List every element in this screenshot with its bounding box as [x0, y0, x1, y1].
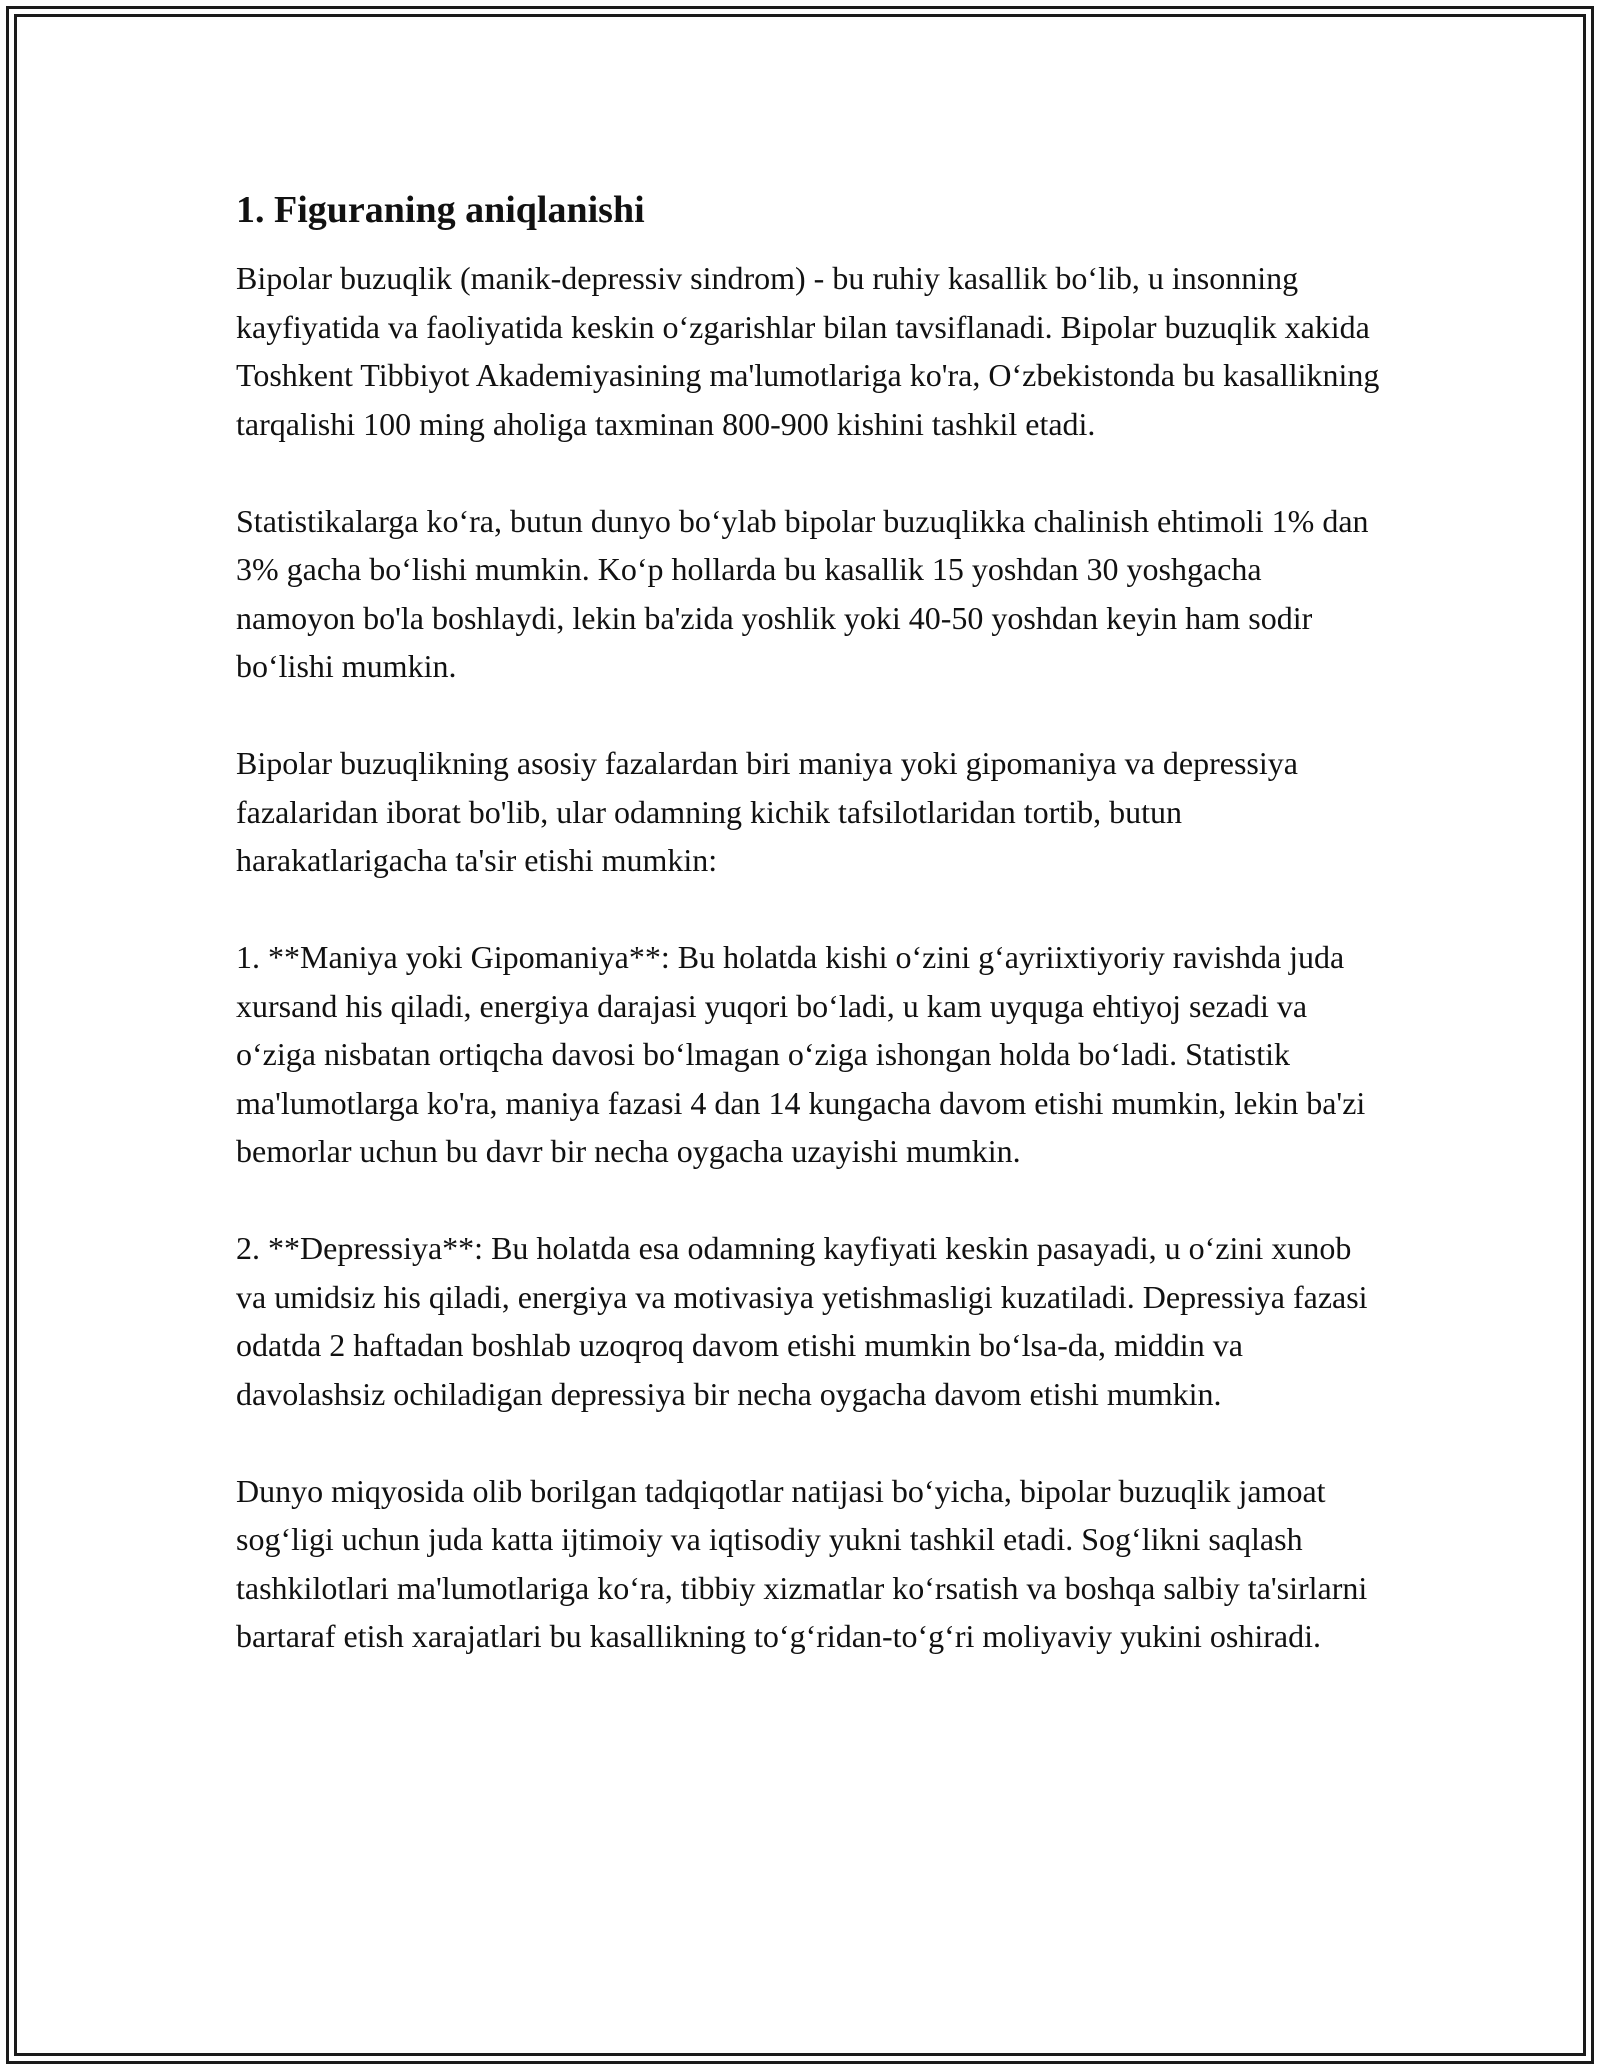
paragraph-intro: Bipolar buzuqlik (manik-depressiv sindrom) - bu ruhiy kasallik bo‘lib, u insonning kayfiyatida va faoliyatida keskin o‘zgarishlar bilan tavsiflanadi. Bipolar buzuqlik xakida Toshkent Tibbiyot Akademiyasining ma'lumotlariga ko'ra, O‘zbekistonda bu kasallikning tarqalishi 100 ming aholiga taxminan 800-900 kishini tashkil etadi. — [236, 260, 1380, 442]
section-heading: 1. Figuraning aniqlanishi — [236, 189, 645, 231]
document-body — [236, 186, 1386, 1661]
paragraph-mania: 1. **Maniya yoki Gipomaniya**: Bu holatda kishi o‘zini g‘ayriixtiyoriy ravishda juda xursand his qiladi, energiya darajasi yuqori bo‘ladi, u kam uyquga ehtiyoj sezadi va o‘ziga nisbatan ortiqcha davosi bo‘lmagan o‘ziga ishongan holda bo‘ladi. Statistik ma'lumotlarga ko'ra, maniya fazasi 4 dan 14 kungacha davom etishi mumkin, lekin ba'zi bemorlar uchun bu davr bir necha oygacha uzayishi mumkin. — [236, 939, 1366, 1169]
paragraph-burden: Dunyo miqyosida olib borilgan tadqiqotlar natijasi bo‘yicha, bipolar buzuqlik jamoat sog‘ligi uchun juda katta ijtimoiy va iqtisodiy yukni tashkil etadi. Sog‘likni saqlash tashkilotlari ma'lumotlariga ko‘ra, tibbiy xizmatlar ko‘rsatish va boshqa salbiy ta'sirlarni bartaraf etish xarajatlari bu kasallikning to‘g‘ridan-to‘g‘ri moliyaviy yukini oshiradi. — [236, 1472, 1368, 1654]
paragraph-statistics: Statistikalarga ko‘ra, butun dunyo bo‘ylab bipolar buzuqlikka chalinish ehtimoli 1% dan 3% gacha bo‘lishi mumkin. Ko‘p hollarda bu kasallik 15 yoshdan 30 yoshgacha namoyon bo'la boshlaydi, lekin ba'zida yoshlik yoki 40-50 yoshdan keyin ham sodir bo‘lishi mumkin. — [236, 502, 1369, 684]
paragraph-depression: 2. **Depressiya**: Bu holatda esa odamning kayfiyati keskin pasayadi, u o‘zini xunob va umidsiz his qiladi, energiya va motivasiya yetishmasligi kuzatiladi. Depressiya fazasi odatda 2 haftadan boshlab uzoqroq davom etishi mumkin bo‘lsa-da, middin va davolashsiz ochiladigan depressiya bir necha oygacha davom etishi mumkin. — [236, 1230, 1368, 1412]
paragraph-phases: Bipolar buzuqlikning asosiy fazalardan biri maniya yoki gipomaniya va depressiya fazalaridan iborat bo'lib, ular odamning kichik tafsilotlaridan tortib, butun harakatlarigacha ta'sir etishi mumkin: — [236, 745, 1298, 878]
